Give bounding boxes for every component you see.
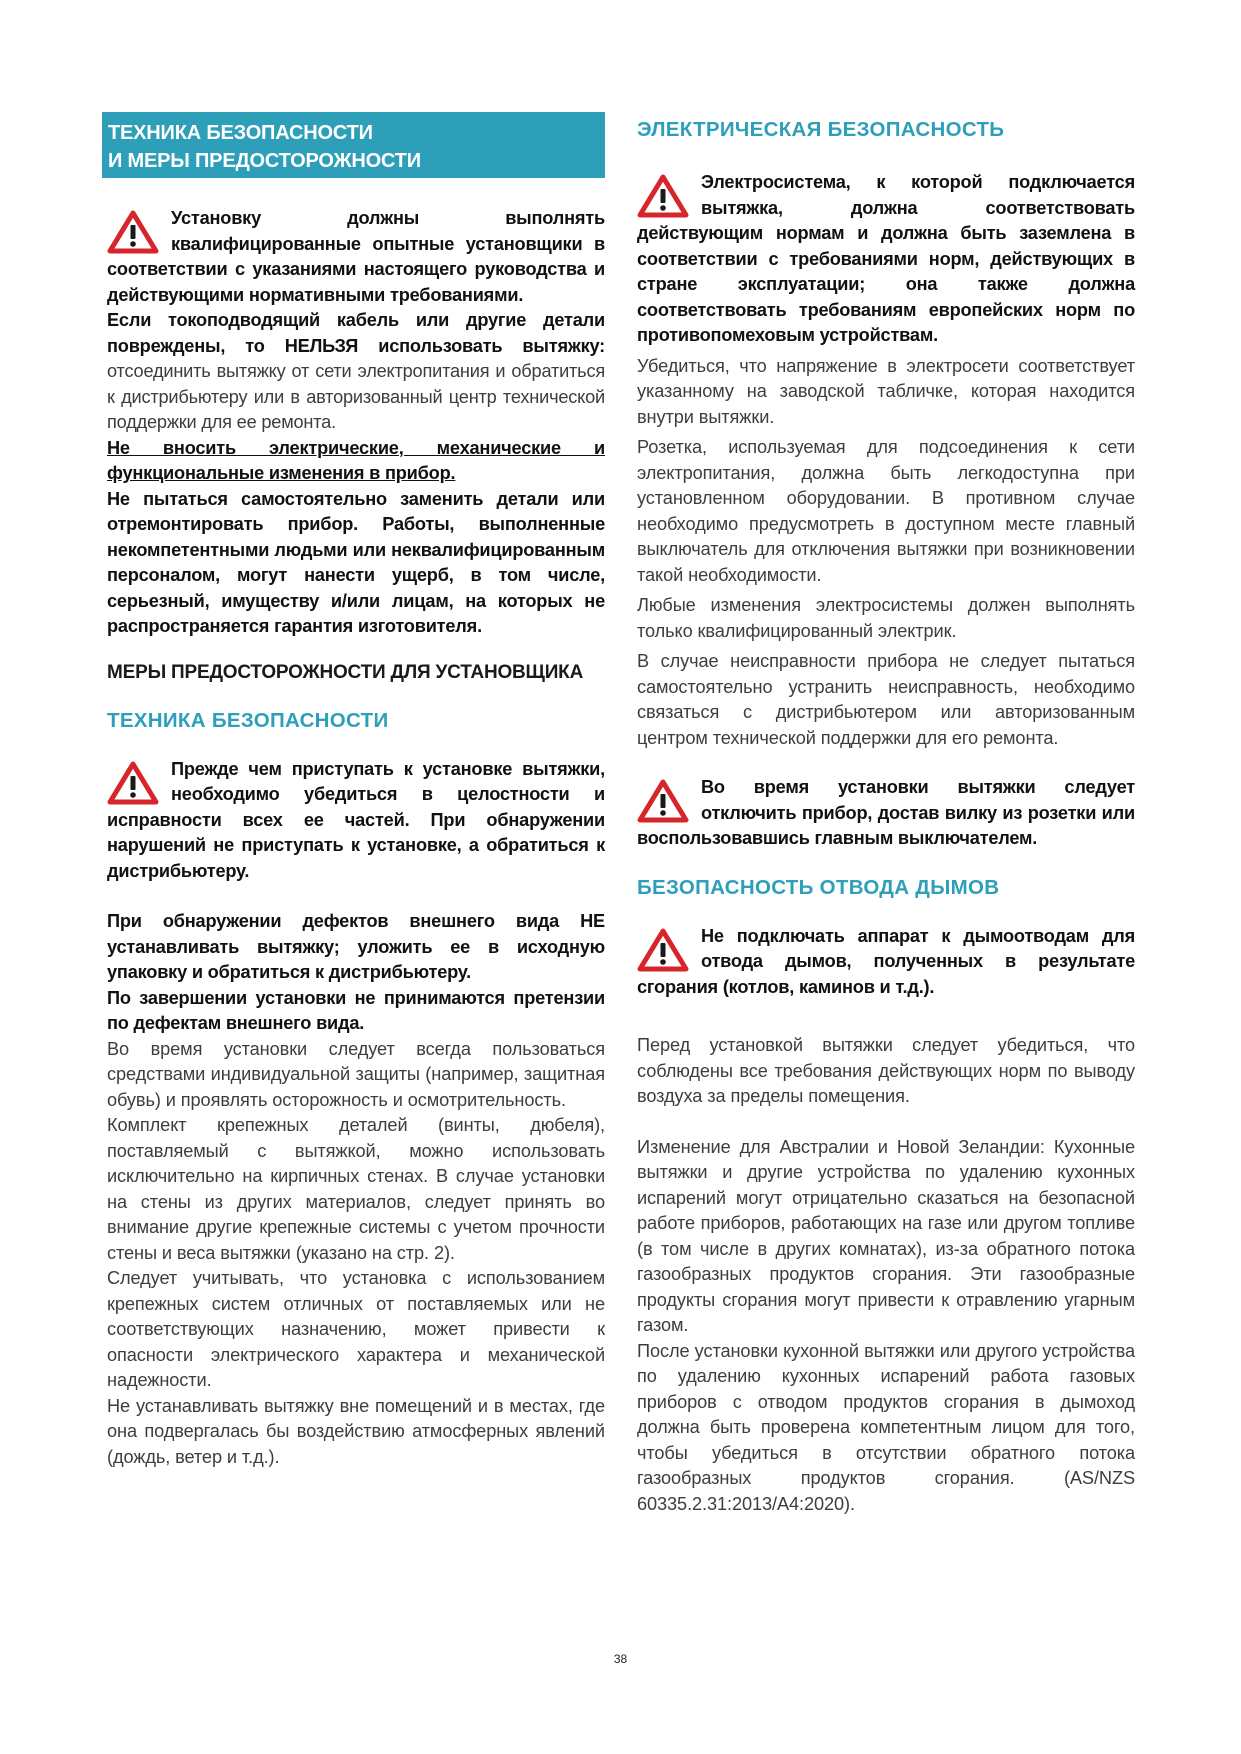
warning-flue-text: Не подключать аппарат к дымоотводам для отвода дымов, полученных в результате сгорания (котлов, каминов и т.д.). [637,925,1135,997]
section-header-band [102,112,605,178]
cable-damage-bold: Если токоподводящий кабель или другие детали повреждены, то НЕЛЬЗЯ использовать вытяжку: [107,310,605,356]
smoke-safety-heading: БЕЗОПАСНОСТЬ ОТВОДА ДЫМОВ [637,875,1000,899]
header-line-1: ТЕХНИКА БЕЗОПАСНОСТИ [108,122,373,144]
air-exhaust-paragraph: Перед установкой вытяжки следует убедиться, что соблюдены все требования действующих норм по выводу воздуха за пределы помещения. [637,1035,1135,1106]
cable-damage-paragraph [107,308,605,436]
warning-electrical-system-text: Электросистема, к которой подключается вытяжка, должна соответствовать действующим нормам и должна быть заземлена в соответствии с требованиями норм, действующих в стране эксплуатации; она также должна соответствовать требованиям европейских норм по противопомеховым устройствам. [637,172,1135,345]
australia-paragraph: Изменение для Австралии и Новой Зеландии: Кухонные вытяжки и другие устройства по удалению кухонных испарений могут отрицательно сказаться на безопасной работе приборов, работающих на газе или другом топливе (в том числе в других комнатах), из-за обратного потока газообразных продуктов сгорания. Эти газообразные продукты сгорания могут привести к отравлению угарным газом. [637,1136,1135,1335]
warning-installation [107,206,605,308]
socket-paragraph: Розетка, используемая для подсоединения к сети электропитания, должна быть легкодоступна при установленном оборудовании. В противном случае необходимо предусмотреть в доступном месте главный выключатель для отключения вытяжки при возникновении такой необходимости. [637,437,1135,585]
warning-triangle-icon [637,779,691,823]
warning-integrity-text: Прежде чем приступать к установке вытяжки, необходимо убедиться в целостности и исправности всех ее частей. При обнаружении нарушений не приступать к установке, а обратиться к дистрибьютеру. [107,758,605,881]
no-changes-paragraph: Не вносить электрические, механические и функциональные изменения в прибор. [107,437,605,483]
page-number: 38 [613,1652,628,1666]
right-column [637,112,1135,1517]
warning-triangle-icon [637,928,691,972]
left-column [107,112,605,1470]
ppe-paragraph: Во время установки следует всегда пользоваться средствами индивидуальной защиты (например, защитная обувь) и проявлять осторожность и осмотрительность. [107,1038,605,1110]
no-repair-paragraph: Не пытаться самостоятельно заменить детали или отремонтировать прибор. Работы, выполненные некомпетентными людьми или неквалифицированным персоналом, могут нанести ущерб, в том числе, серьезный, имуществу и/или лицам, на которых не распространяется гарантия изготовителя. [107,488,605,636]
claims-paragraph: По завершении установки не принимаются претензии по дефектам внешнего вида. [107,987,605,1033]
warning-installation-text: Установку должны выполнять квалифицированные опытные установщики в соответствии с указаниями настоящего руководства и действующими нормативными требованиями. [107,208,605,305]
warning-disconnect [637,775,1135,852]
fixing-kit-paragraph: Комплект крепежных деталей (винты, дюбеля), поставляемый с вытяжкой, можно использовать исключительно на кирпичных стенах. В случае установки на стены из других материалов, следует принять во внимание другие крепежные системы с учетом прочности стены и веса вытяжки (указано на стр. 2). [107,1115,605,1263]
installer-precautions-heading: МЕРЫ ПРЕДОСТОРОЖНОСТИ ДЛЯ УСТАНОВЩИКА [107,661,584,683]
malfunction-paragraph: В случае неисправности прибора не следует пытаться самостоятельно устранить неисправность, необходимо связаться с дистрибьютером или авторизованным центром технической поддержки для его ремонта. [637,651,1135,748]
warning-flue [637,924,1135,1001]
outdoor-install-paragraph: Не устанавливать вытяжку вне помещений и в местах, где она подвергалась бы воздействию атмосферных явлений (дождь, ветер и т.д.). [107,1395,605,1467]
warning-disconnect-text: Во время установки вытяжки следует отключить прибор, достав вилку из розетки или воспользовавшись главным выключателем. [637,777,1135,848]
warning-triangle-icon [107,210,161,254]
electrician-paragraph: Любые изменения электросистемы должен выполнять только квалифицированный электрик. [637,595,1135,641]
voltage-paragraph: Убедиться, что напряжение в электросети соответствует указанному на заводской табличке, которая находится внутри вытяжки. [637,355,1135,427]
warning-triangle-icon [637,174,691,218]
warning-electrical-system [637,170,1135,349]
after-install-paragraph: После установки кухонной вытяжки или другого устройства по удалению кухонных испарений работа газовых приборов с отводом продуктов сгорания в дымоход должна быть проверена компетентным лицом для того, чтобы убедиться в отсутствии обратного потока газообразных продуктов сгорания. (AS/NZS 60335.2.31:2013/A4:2020). [637,1340,1135,1514]
cable-damage-light: отсоединить вытяжку от сети электропитания и обратиться к дистрибьютеру или в авторизованный центр технической поддержки для ее ремонта. [107,361,605,432]
warning-integrity [107,757,605,885]
electrical-safety-heading: ЭЛЕКТРИЧЕСКАЯ БЕЗОПАСНОСТЬ [637,118,1005,141]
warning-triangle-icon [107,761,161,805]
other-fixing-systems-paragraph: Следует учитывать, что установка с использованием крепежных систем отличных от поставляемых или не соответствующих назначению, может привести к опасности электрического характера и механической надежности. [107,1268,605,1390]
safety-heading: ТЕХНИКА БЕЗОПАСНОСТИ [107,708,389,732]
header-line-2: И МЕРЫ ПРЕДОСТОРОЖНОСТИ [108,150,421,172]
defects-paragraph: При обнаружении дефектов внешнего вида НЕ устанавливать вытяжку; уложить ее в исходную упаковку и обратиться к дистрибьютеру. [107,911,605,982]
